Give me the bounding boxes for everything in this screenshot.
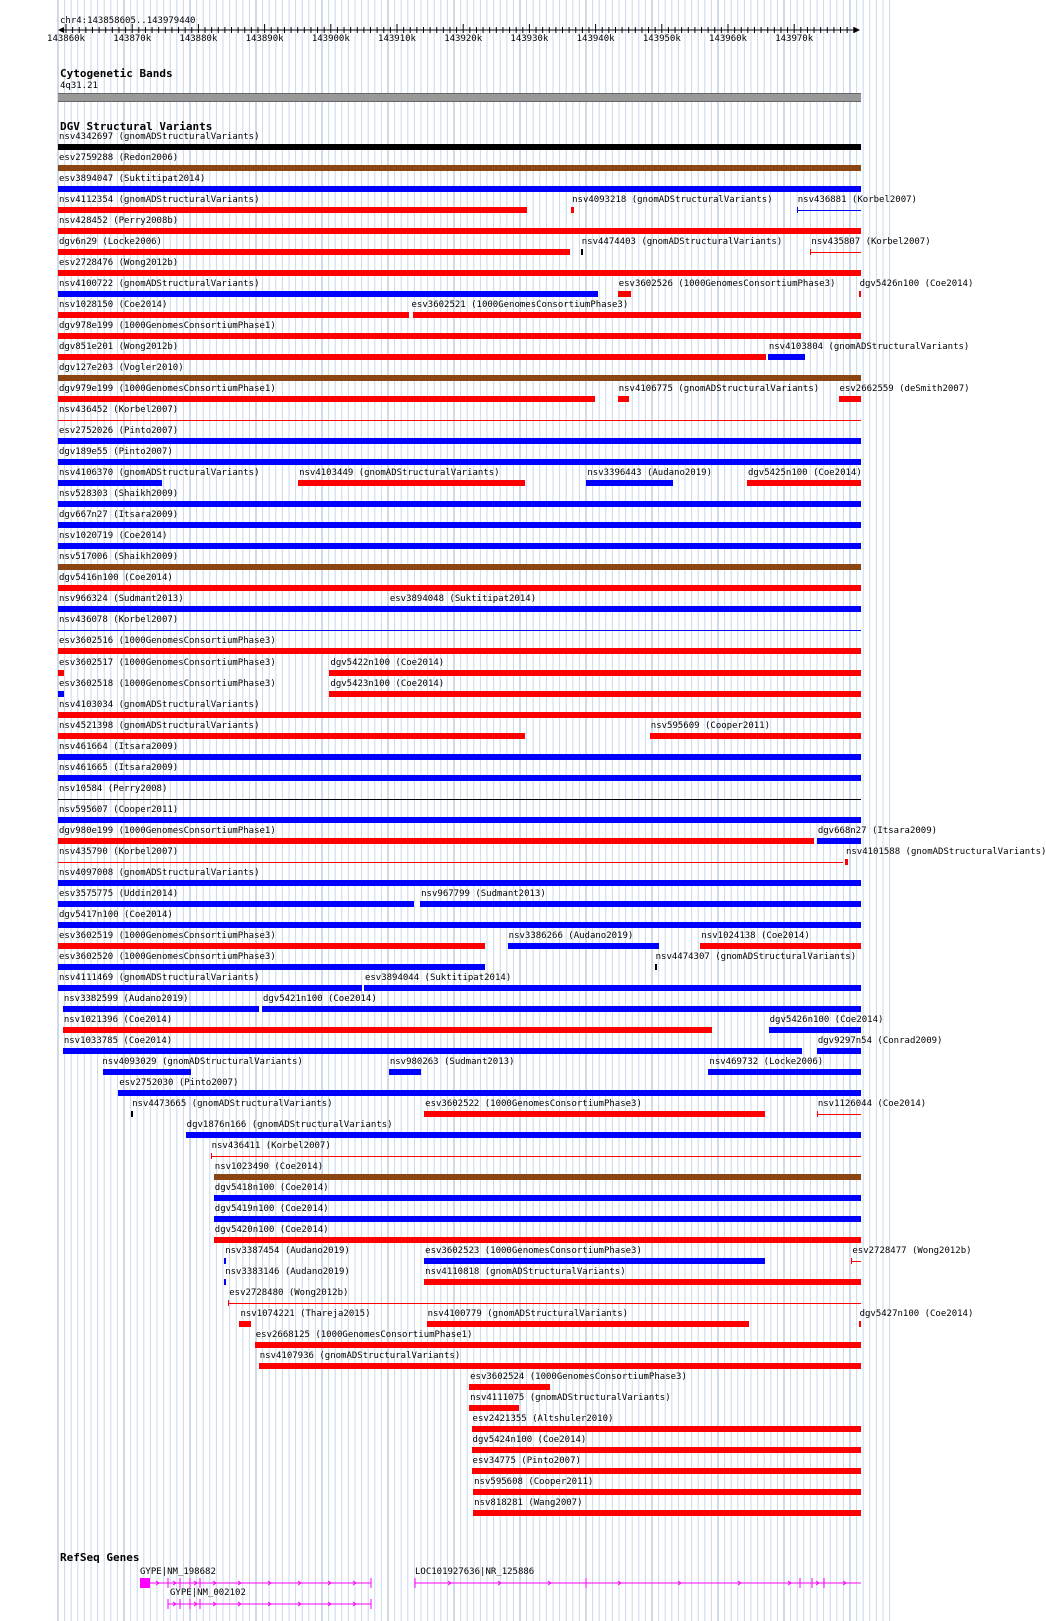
variant-bar[interactable] — [58, 817, 861, 823]
variant-label[interactable]: nsv595608 (Cooper2011) — [474, 1477, 594, 1488]
variant-bar[interactable] — [224, 1258, 226, 1264]
variant-start-tick — [228, 1300, 229, 1306]
ruler-tick-label: 143930k — [510, 34, 549, 44]
variant-label[interactable]: nsv1028150 (Coe2014) — [59, 300, 168, 311]
variant-bar[interactable] — [58, 312, 409, 318]
variant-label[interactable]: nsv4106370 (gnomADStructuralVariants) — [59, 468, 260, 479]
dgv-track-title: DGV Structural Variants — [60, 120, 213, 133]
variant-label[interactable]: nsv4107936 (gnomADStructuralVariants) — [259, 1351, 461, 1362]
variant-label[interactable]: dgv127e203 (Vogler2010) — [59, 363, 184, 374]
variant-bar[interactable] — [58, 501, 861, 507]
variant-bar[interactable] — [58, 564, 861, 570]
variant-label[interactable]: dgv851e201 (Wong2012b) — [59, 342, 179, 353]
variant-label[interactable]: dgv6n29 (Locke2006) — [59, 237, 162, 248]
variant-bar[interactable] — [58, 712, 861, 718]
variant-label[interactable]: nsv435807 (Korbel2007) — [811, 237, 931, 248]
variant-label[interactable]: nsv4474307 (gnomADStructuralVariants) — [655, 951, 857, 962]
variant-label[interactable]: nsv4474403 (gnomADStructuralVariants) — [581, 237, 783, 248]
ruler-tick-label: 143870k — [113, 34, 152, 44]
variant-bar[interactable] — [571, 207, 574, 213]
variant-label[interactable]: nsv3387454 (Audano2019) — [225, 1246, 350, 1257]
variant-bar[interactable] — [186, 1132, 861, 1138]
variant-label[interactable]: esv3575775 (Uddin2014) — [59, 888, 179, 899]
variant-bar[interactable] — [364, 985, 861, 991]
refseq-track-title: RefSeq Genes — [60, 1551, 140, 1564]
variant-bar[interactable] — [63, 1048, 803, 1054]
variant-label[interactable]: nsv4110818 (gnomADStructuralVariants) — [425, 1267, 626, 1278]
variant-bar[interactable] — [424, 1111, 764, 1117]
variant-label[interactable]: esv2728480 (Wong2012b) — [229, 1288, 349, 1299]
variant-bar[interactable] — [769, 1027, 861, 1033]
ruler-tick-label: 143970k — [775, 34, 814, 44]
refseq-gene-models[interactable] — [0, 1575, 890, 1615]
variant-bar[interactable] — [58, 396, 595, 402]
variant-bar[interactable] — [214, 1195, 861, 1201]
variant-bar[interactable] — [58, 459, 861, 465]
variant-bar[interactable] — [58, 420, 861, 421]
variant-bar[interactable] — [298, 480, 525, 486]
variant-bar[interactable] — [427, 1321, 749, 1327]
variant-label[interactable]: dgv1876n166 (gnomADStructuralVariants) — [186, 1119, 393, 1130]
variant-bar[interactable] — [239, 1321, 250, 1327]
variant-label[interactable]: esv2662559 (deSmith2007) — [839, 384, 970, 395]
variant-bar[interactable] — [211, 1156, 861, 1157]
variant-label[interactable]: dgv980e199 (1000GenomesConsortiumPhase1) — [59, 825, 276, 836]
variant-bar[interactable] — [58, 670, 64, 676]
variant-label[interactable]: nsv3382599 (Audano2019) — [63, 993, 189, 1004]
variant-label[interactable]: nsv967799 (Sudmant2013) — [421, 888, 546, 899]
variant-bar[interactable] — [650, 733, 861, 739]
variant-bar[interactable] — [700, 943, 861, 949]
variant-bar[interactable] — [58, 333, 861, 339]
variant-bar[interactable] — [58, 249, 570, 255]
variant-bar[interactable] — [508, 943, 659, 949]
variant-label[interactable]: dgv5421n100 (Coe2014) — [262, 993, 377, 1004]
variant-label[interactable]: nsv4106775 (gnomADStructuralVariants) — [618, 384, 820, 395]
variant-bar[interactable] — [472, 1468, 861, 1474]
variant-bar[interactable] — [255, 1342, 861, 1348]
variant-label[interactable]: esv2759288 (Redon2006) — [59, 153, 179, 164]
variant-bar[interactable] — [58, 648, 861, 654]
variant-label[interactable]: nsv528303 (Shaikh2009) — [59, 489, 179, 500]
variant-label[interactable]: nsv595609 (Cooper2011) — [650, 720, 771, 731]
variant-bar[interactable] — [58, 943, 485, 949]
variant-label[interactable]: esv2728476 (Wong2012b) — [59, 258, 179, 269]
variant-bar[interactable] — [58, 754, 861, 760]
variant-bar[interactable] — [214, 1216, 861, 1222]
variant-label[interactable]: esv3602519 (1000GenomesConsortiumPhase3) — [59, 930, 276, 941]
variant-bar[interactable] — [469, 1405, 519, 1411]
variant-bar[interactable] — [472, 1426, 861, 1432]
gene-label-gype-nm-002102: GYPE|NM_002102 — [170, 1588, 246, 1598]
variant-label[interactable]: nsv1033785 (Coe2014) — [63, 1035, 173, 1046]
variant-label[interactable]: esv3602524 (1000GenomesConsortiumPhase3) — [470, 1372, 687, 1383]
variant-label[interactable]: nsv436411 (Korbel2007) — [211, 1140, 331, 1151]
variant-bar[interactable] — [58, 480, 162, 486]
variant-label[interactable]: esv3894044 (Suktitipat2014) — [364, 972, 512, 983]
variant-label[interactable]: dgv668n27 (Itsara2009) — [817, 825, 938, 836]
variant-label[interactable]: esv2752026 (Pinto2007) — [59, 426, 179, 437]
variant-bar[interactable] — [58, 228, 861, 234]
variant-bar[interactable] — [329, 670, 861, 676]
variant-label[interactable]: nsv1021396 (Coe2014) — [63, 1014, 173, 1025]
variant-bar[interactable] — [58, 799, 861, 800]
variant-label[interactable]: nsv3396443 (Audano2019) — [587, 468, 712, 479]
variant-label[interactable]: nsv980263 (Sudmant2013) — [389, 1056, 515, 1067]
ruler-tick-label: 143890k — [245, 34, 284, 44]
variant-bar[interactable] — [58, 543, 861, 549]
variant-bar[interactable] — [58, 165, 861, 171]
variant-bar[interactable] — [58, 606, 390, 612]
variant-label[interactable]: dgv667n27 (Itsara2009) — [59, 510, 179, 521]
variant-bar[interactable] — [259, 1363, 861, 1369]
variant-bar[interactable] — [859, 1321, 861, 1327]
variant-label[interactable]: nsv461665 (Itsara2009) — [59, 762, 179, 773]
ruler-tick-label: 143960k — [709, 34, 747, 44]
variant-label[interactable]: esv3602520 (1000GenomesConsortiumPhase3) — [59, 951, 276, 962]
variant-label[interactable]: nsv1074221 (Thareja2015) — [240, 1309, 371, 1320]
variant-label[interactable]: nsv4342697 (gnomADStructuralVariants) — [59, 132, 260, 142]
variant-bar[interactable] — [58, 630, 861, 631]
variant-label[interactable]: dgv5420n100 (Coe2014) — [214, 1225, 329, 1236]
variant-label[interactable]: dgv5424n100 (Coe2014) — [472, 1435, 587, 1446]
variant-label[interactable]: esv34775 (Pinto2007) — [472, 1456, 581, 1467]
variant-label[interactable]: nsv4093029 (gnomADStructuralVariants) — [102, 1056, 303, 1067]
variant-bar[interactable] — [214, 1237, 861, 1243]
location-label: chr4:143858605..143979440 — [60, 16, 196, 26]
variant-label[interactable]: dgv979e199 (1000GenomesConsortiumPhase1) — [59, 384, 276, 395]
variant-bar[interactable] — [424, 1279, 861, 1285]
variant-bar[interactable] — [58, 207, 527, 213]
variant-label[interactable]: nsv4093218 (gnomADStructuralVariants) — [572, 195, 773, 206]
variant-label[interactable]: nsv428452 (Perry2008b) — [59, 216, 179, 227]
variant-bar[interactable] — [262, 1006, 861, 1012]
triangle-left-icon — [58, 27, 64, 33]
variant-bar[interactable] — [58, 291, 598, 297]
variant-bar[interactable] — [618, 396, 629, 402]
variant-start-tick — [413, 312, 414, 318]
variant-bar[interactable] — [655, 964, 657, 970]
variant-label[interactable]: dgv5417n100 (Coe2014) — [59, 909, 173, 920]
variant-bar[interactable] — [839, 396, 861, 402]
variant-bar[interactable] — [817, 1114, 861, 1115]
variant-label[interactable]: esv3602518 (1000GenomesConsortiumPhase3) — [59, 678, 276, 689]
variant-bar[interactable] — [118, 1090, 861, 1096]
variant-bar[interactable] — [58, 862, 843, 863]
variant-label[interactable]: esv3602516 (1000GenomesConsortiumPhase3) — [59, 636, 276, 647]
variant-label[interactable]: esv2752030 (Pinto2007) — [119, 1077, 239, 1088]
cytoband-label: 4q31.21 — [60, 81, 98, 91]
variant-bar[interactable] — [810, 252, 861, 253]
variant-label[interactable]: dgv9297n54 (Conrad2009) — [817, 1035, 943, 1046]
variant-label[interactable]: dgv5426n100 (Coe2014) — [769, 1014, 884, 1025]
variant-bar[interactable] — [797, 210, 861, 211]
variant-bar[interactable] — [58, 964, 485, 970]
variant-bar[interactable] — [389, 1069, 421, 1075]
variant-label[interactable]: dgv5422n100 (Coe2014) — [330, 657, 445, 668]
variant-start-tick — [810, 249, 811, 255]
variant-bar[interactable] — [586, 480, 673, 486]
variant-label[interactable]: nsv435790 (Korbel2007) — [59, 846, 179, 857]
variant-label[interactable]: nsv4103034 (gnomADStructuralVariants) — [59, 699, 260, 710]
variant-label[interactable]: dgv5419n100 (Coe2014) — [214, 1204, 329, 1215]
variant-bar[interactable] — [859, 291, 861, 297]
variant-bar[interactable] — [817, 838, 861, 844]
variant-label[interactable]: nsv436078 (Korbel2007) — [59, 615, 179, 626]
variant-bar[interactable] — [473, 1489, 861, 1495]
variant-bar[interactable] — [58, 922, 861, 928]
ruler-tick-label: 143950k — [642, 34, 681, 44]
cytoband-bar[interactable] — [58, 93, 861, 102]
variant-start-tick — [851, 1258, 852, 1264]
variant-label[interactable]: esv3602517 (1000GenomesConsortiumPhase3) — [59, 657, 276, 668]
variant-bar[interactable] — [708, 1069, 861, 1075]
variant-label[interactable]: dgv5423n100 (Coe2014) — [330, 678, 445, 689]
variant-bar[interactable] — [851, 1261, 861, 1262]
variant-bar[interactable] — [472, 1447, 861, 1453]
variant-label[interactable]: nsv461664 (Itsara2009) — [59, 741, 179, 752]
ruler-tick-label: 143940k — [576, 34, 615, 44]
variant-label[interactable]: nsv4103804 (gnomADStructuralVariants) — [768, 342, 970, 353]
variant-label[interactable]: esv3602523 (1000GenomesConsortiumPhase3) — [425, 1246, 642, 1257]
variant-label[interactable]: dgv5427n100 (Coe2014) — [859, 1309, 974, 1320]
variant-label[interactable]: nsv4100779 (gnomADStructuralVariants) — [427, 1309, 629, 1320]
variant-label[interactable]: esv3894047 (Suktitipat2014) — [59, 174, 206, 185]
variant-label[interactable]: nsv1023490 (Coe2014) — [214, 1161, 324, 1172]
variant-label[interactable]: dgv189e55 (Pinto2007) — [59, 447, 173, 458]
variant-label[interactable]: dgv5416n100 (Coe2014) — [59, 573, 173, 584]
variant-bar[interactable] — [58, 522, 861, 528]
variant-label[interactable]: dgv5425n100 (Coe2014) — [747, 468, 862, 479]
variant-label[interactable]: esv2421355 (Altshuler2010) — [472, 1414, 614, 1425]
variant-start-tick — [817, 1111, 818, 1117]
variant-label[interactable]: esv3602521 (1000GenomesConsortiumPhase3) — [411, 300, 629, 311]
variant-bar[interactable] — [413, 312, 861, 318]
variant-start-tick — [845, 859, 846, 865]
variant-label[interactable]: nsv1126044 (Coe2014) — [817, 1098, 927, 1109]
gene-gype-nm-198682-exon — [140, 1578, 150, 1588]
variant-label[interactable]: nsv4112354 (gnomADStructuralVariants) — [59, 195, 260, 206]
variant-bar[interactable] — [329, 691, 861, 697]
variant-label[interactable]: nsv966324 (Sudmant2013) — [59, 594, 184, 605]
variant-bar[interactable] — [103, 1069, 191, 1075]
variant-label[interactable]: nsv4473665 (gnomADStructuralVariants) — [132, 1098, 333, 1109]
cytoband-track-title: Cytogenetic Bands — [60, 67, 173, 80]
variant-label[interactable]: dgv5418n100 (Coe2014) — [214, 1183, 329, 1193]
variant-bar[interactable] — [469, 1384, 550, 1390]
variant-label[interactable]: nsv1024138 (Coe2014) — [701, 930, 810, 941]
variant-label[interactable]: esv3602526 (1000GenomesConsortiumPhase3) — [618, 279, 836, 290]
ruler-tick-label: 143860k — [47, 34, 85, 44]
variant-label[interactable]: esv3602522 (1000GenomesConsortiumPhase3) — [425, 1098, 642, 1109]
variant-bar[interactable] — [420, 901, 861, 907]
variant-bar[interactable] — [63, 1027, 712, 1033]
variant-bar[interactable] — [58, 354, 766, 360]
variant-label[interactable]: nsv595607 (Cooper2011) — [59, 804, 179, 815]
variant-label[interactable]: esv3894048 (Suktitipat2014) — [389, 594, 537, 605]
variant-bar[interactable] — [817, 1048, 861, 1054]
variant-bar[interactable] — [58, 733, 525, 739]
variant-bar[interactable] — [228, 1303, 861, 1304]
variant-label[interactable]: nsv436881 (Korbel2007) — [797, 195, 917, 206]
variant-label[interactable]: nsv818281 (Wang2007) — [474, 1498, 583, 1509]
variant-bar[interactable] — [63, 1006, 259, 1012]
variant-label[interactable]: nsv4097008 (gnomADStructuralVariants) — [59, 867, 260, 878]
variant-bar[interactable] — [214, 1174, 861, 1180]
variant-bar[interactable] — [224, 1279, 226, 1285]
variant-bar[interactable] — [473, 1510, 861, 1516]
variant-bar[interactable] — [424, 1258, 764, 1264]
ruler-tick-label: 143920k — [444, 34, 483, 44]
variant-label[interactable]: nsv436452 (Korbel2007) — [59, 405, 179, 416]
ruler-tick-label: 143900k — [311, 34, 350, 44]
variant-label[interactable]: nsv517006 (Shaikh2009) — [59, 552, 179, 563]
triangle-right-icon — [854, 27, 860, 33]
variant-label[interactable]: nsv4521398 (gnomADStructuralVariants) — [59, 720, 260, 731]
variant-bar[interactable] — [581, 249, 583, 255]
ruler-tick-label: 143880k — [179, 34, 218, 44]
variant-label[interactable]: nsv3386266 (Audano2019) — [508, 930, 634, 941]
variant-bar[interactable] — [390, 606, 861, 612]
ruler-tick-label: 143910k — [378, 34, 416, 44]
variant-bar[interactable] — [768, 354, 805, 360]
variant-label[interactable]: esv2668125 (1000GenomesConsortiumPhase1) — [255, 1330, 473, 1341]
variant-label[interactable]: nsv4103449 (gnomADStructuralVariants) — [299, 468, 500, 479]
variant-bar[interactable] — [618, 291, 631, 297]
variant-bar[interactable] — [131, 1111, 133, 1117]
variant-label[interactable]: nsv4111075 (gnomADStructuralVariants) — [470, 1393, 671, 1404]
variant-label[interactable]: nsv3383146 (Audano2019) — [225, 1267, 350, 1278]
variant-bar[interactable] — [58, 838, 814, 844]
gene-label-gype-nm-198682: GYPE|NM_198682 — [140, 1567, 216, 1577]
variant-bar[interactable] — [747, 480, 861, 486]
variant-label[interactable]: nsv4111469 (gnomADStructuralVariants) — [59, 972, 260, 983]
variant-label[interactable]: nsv469732 (Locke2006) — [709, 1056, 824, 1067]
variant-bar[interactable] — [58, 270, 861, 276]
variant-bar[interactable] — [58, 901, 414, 907]
variant-start-tick — [797, 207, 798, 213]
variant-bar[interactable] — [58, 438, 861, 444]
variant-label[interactable]: dgv978e199 (1000GenomesConsortiumPhase1) — [59, 321, 276, 332]
variant-bar[interactable] — [58, 985, 362, 991]
variant-start-tick — [211, 1153, 212, 1159]
variant-bar[interactable] — [58, 144, 861, 150]
variant-label[interactable]: esv2728477 (Wong2012b) — [852, 1246, 972, 1257]
variant-label[interactable]: nsv4100722 (gnomADStructuralVariants) — [59, 279, 260, 290]
variant-label[interactable]: nsv1020719 (Coe2014) — [59, 531, 168, 542]
variant-bar[interactable] — [58, 691, 64, 697]
variant-bar[interactable] — [58, 585, 861, 591]
variant-label[interactable]: dgv5426n100 (Coe2014) — [859, 279, 974, 290]
variant-label[interactable]: nsv10584 (Perry2008) — [59, 783, 168, 794]
variant-bar[interactable] — [58, 775, 861, 781]
variant-label[interactable]: nsv4101588 (gnomADStructuralVariants) — [845, 846, 1046, 857]
gene-label-loc101927636: LOC101927636|NR_125886 — [415, 1567, 535, 1577]
variant-bar[interactable] — [58, 375, 861, 381]
variant-bar[interactable] — [58, 186, 861, 192]
variant-bar[interactable] — [58, 880, 861, 886]
